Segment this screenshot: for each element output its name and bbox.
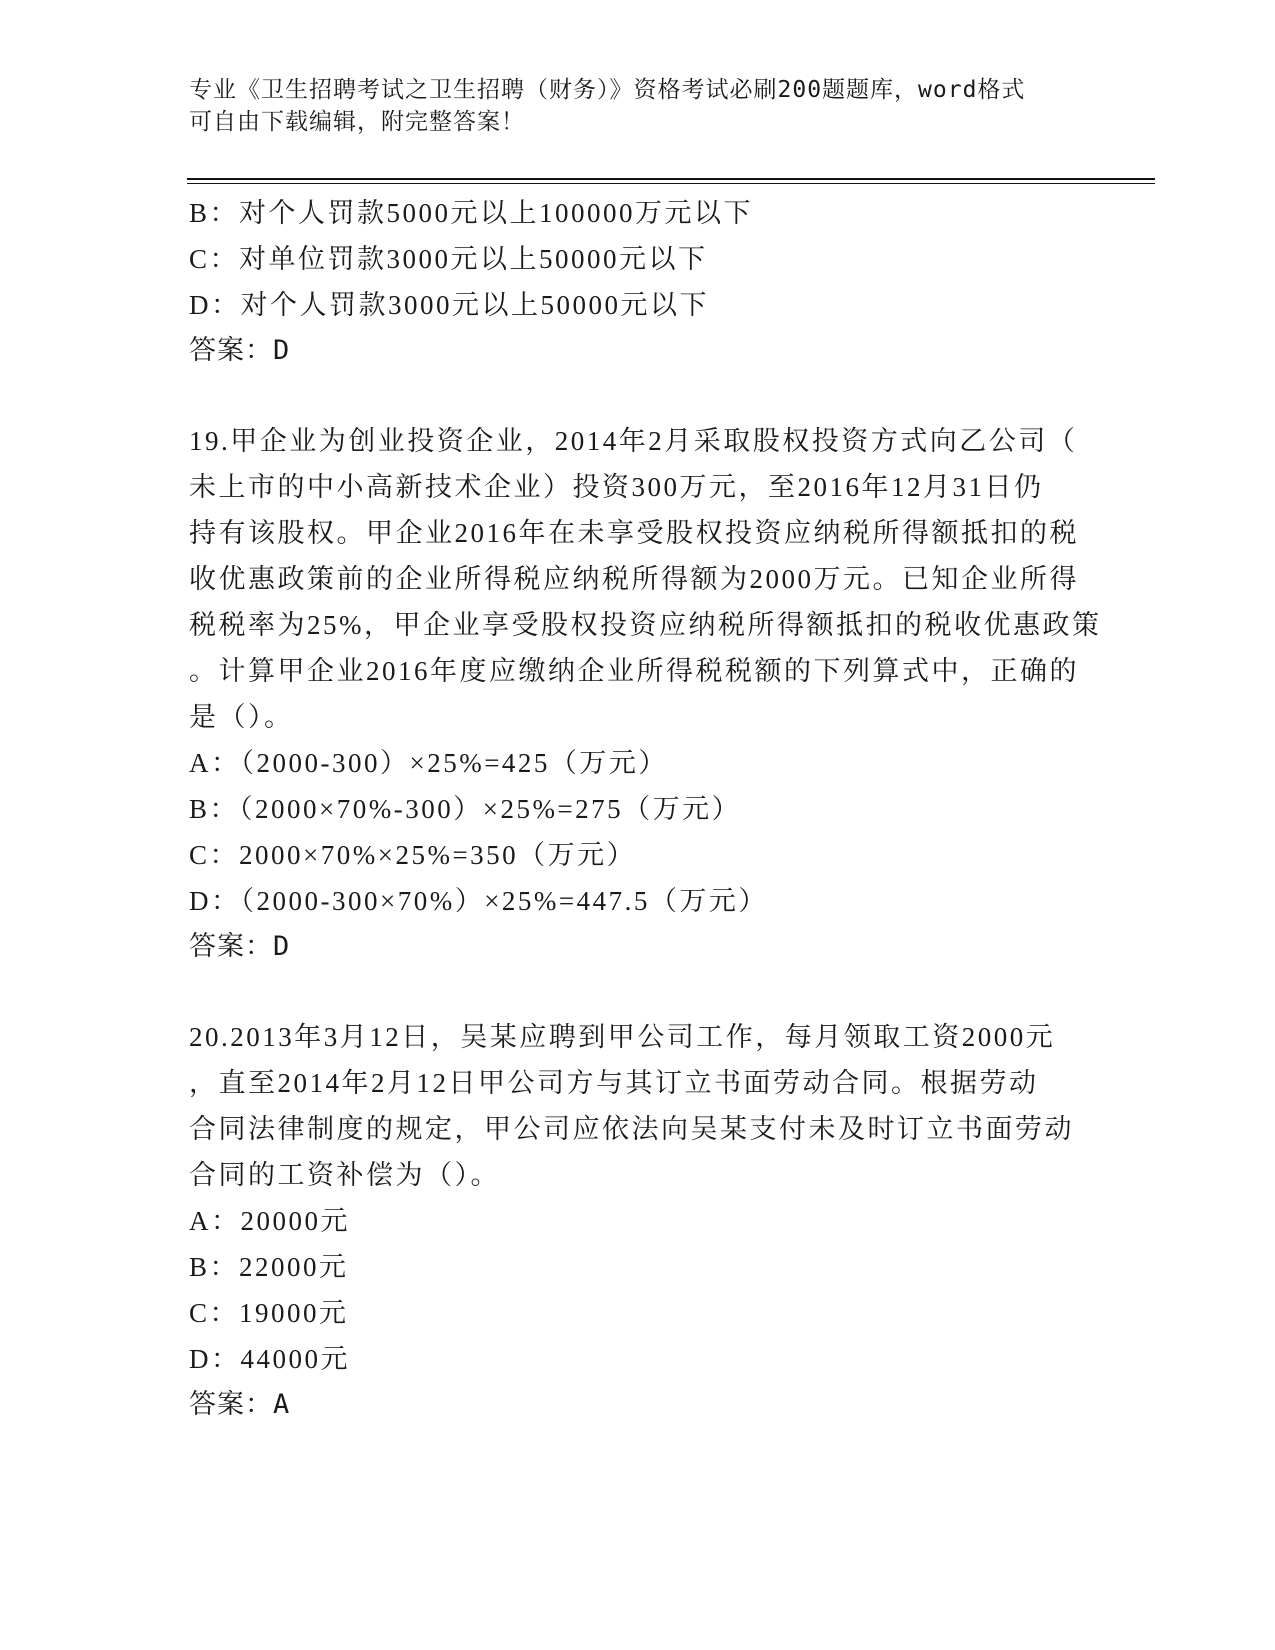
question-stem-line: 收优惠政策前的企业所得税应纳税所得额为2000万元。已知企业所得 (189, 564, 1079, 594)
header-rule-thin (187, 183, 1155, 184)
option-a: A：（2000-300）×25%=425（万元） (189, 748, 668, 778)
option-c: C：对单位罚款3000元以上50000元以下 (189, 244, 708, 274)
question-stem-line: 未上市的中小高新技术企业）投资300万元，至2016年12月31日仍 (189, 472, 1044, 502)
question-stem-line: 税税率为25%，甲企业享受股权投资应纳税所得额抵扣的税收优惠政策 (189, 610, 1102, 640)
option-a: A：20000元 (189, 1206, 350, 1236)
prev-question (189, 190, 1089, 374)
spacer (189, 970, 1089, 1014)
answer: 答案：D (189, 335, 291, 366)
question-stem-line: 是（）。 (189, 702, 294, 732)
question-stem-line: 。计算甲企业2016年度应缴纳企业所得税税额的下列算式中，正确的 (189, 656, 1079, 686)
option-c: C：2000×70%×25%=350（万元） (189, 840, 637, 870)
header-rule-thick (187, 178, 1155, 180)
document-body (189, 190, 1102, 1428)
header-line-2: 可自由下载编辑，附完整答案！ (189, 109, 525, 135)
option-b: B：22000元 (189, 1252, 349, 1282)
header-line-1: 专业《卫生招聘考试之卫生招聘（财务）》资格考试必刷200题题库，word格式 (189, 77, 1026, 103)
question-19 (189, 418, 1102, 970)
answer: 答案：A (189, 1389, 291, 1420)
question-stem-line: ，直至2014年2月12日甲公司方与其订立书面劳动合同。根据劳动 (189, 1068, 1039, 1098)
question-stem-line: 合同法律制度的规定，甲公司应依法向吴某支付未及时订立书面劳动 (189, 1114, 1074, 1144)
option-c: C：19000元 (189, 1298, 349, 1328)
option-d: D：对个人罚款3000元以上50000元以下 (189, 290, 709, 320)
question-stem-line: 持有该股权。甲企业2016年在未享受股权投资应纳税所得额抵扣的税 (189, 518, 1079, 548)
question-stem-line: 20.2013年3月12日，吴某应聘到甲公司工作，每月领取工资2000元 (189, 1022, 1056, 1052)
document-header (189, 74, 1089, 138)
question-20 (189, 1014, 1089, 1428)
answer: 答案：D (189, 931, 291, 962)
option-d: D：44000元 (189, 1344, 350, 1374)
option-b: B：对个人罚款5000元以上100000万元以下 (189, 198, 754, 228)
question-stem-line: 19.甲企业为创业投资企业，2014年2月采取股权投资方式向乙公司（ (189, 426, 1078, 456)
question-stem-line: 合同的工资补偿为（）。 (189, 1160, 500, 1190)
option-d: D：（2000-300×70%）×25%=447.5（万元） (189, 886, 768, 916)
spacer (189, 374, 1089, 418)
option-b: B：（2000×70%-300）×25%=275（万元） (189, 794, 742, 824)
